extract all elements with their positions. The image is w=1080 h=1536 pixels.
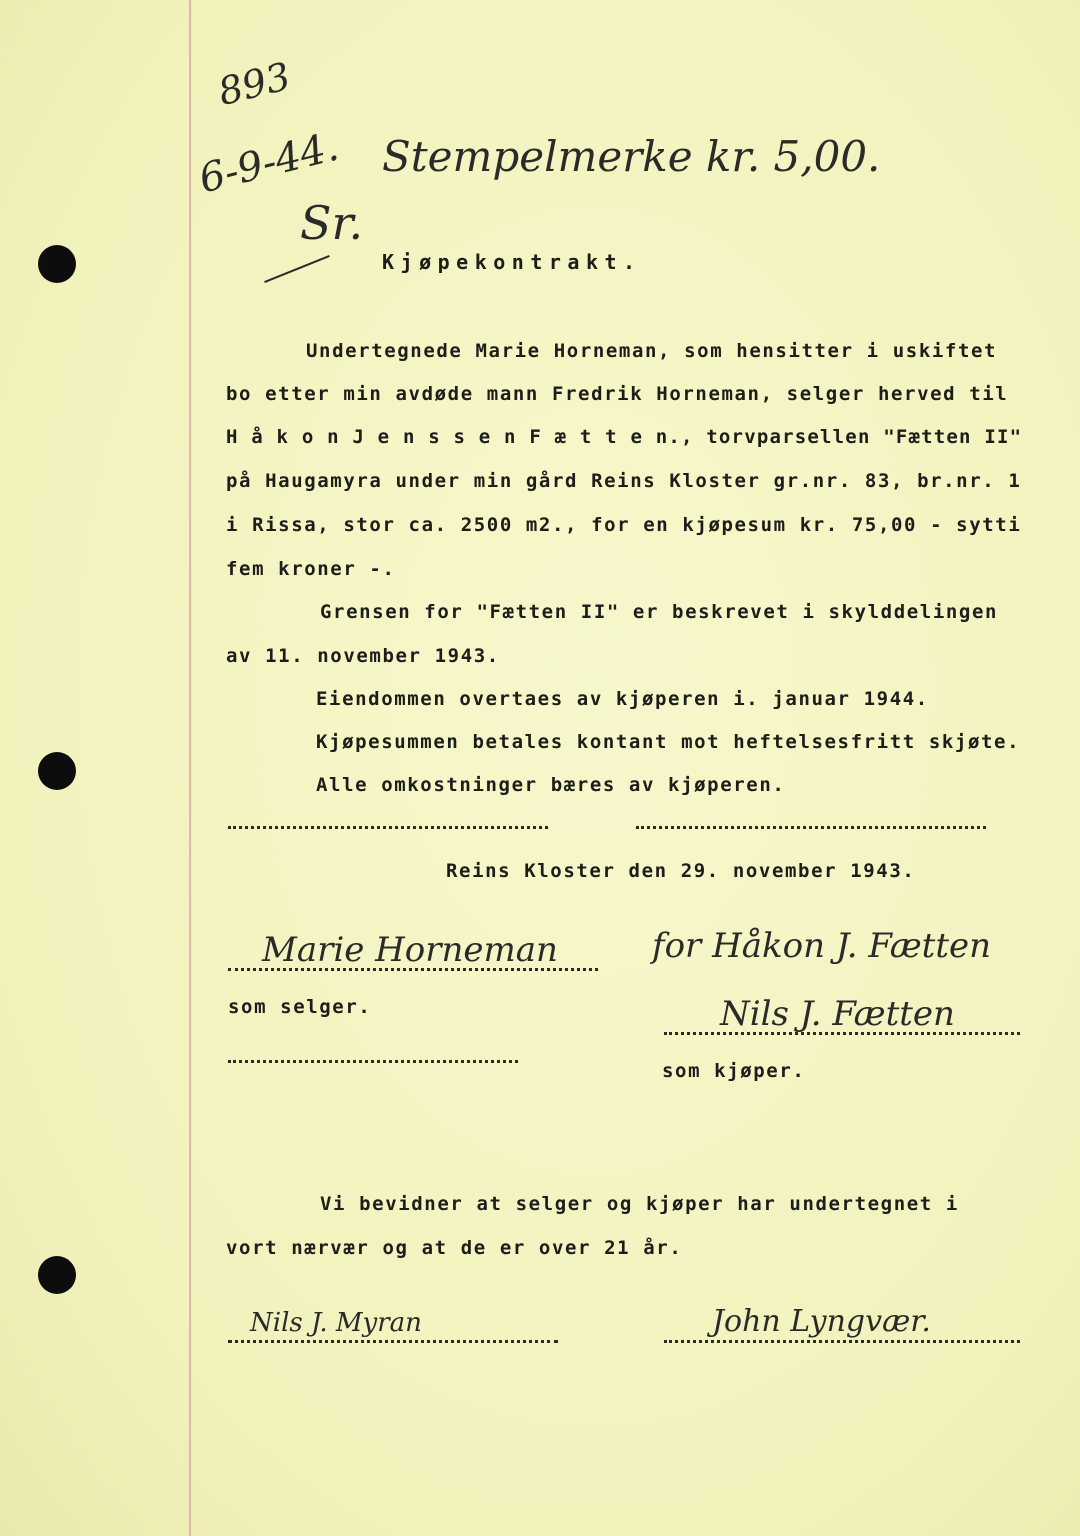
- body-line: Alle omkostninger bæres av kjøperen.: [316, 774, 786, 796]
- punch-hole: [38, 1256, 76, 1294]
- blank-signature-line: [228, 1060, 518, 1063]
- body-line: i Rissa, stor ca. 2500 m2., for en kjøpesum kr. 75,00 - sytti: [226, 514, 1022, 536]
- body-line: Undertegnede Marie Horneman, som hensitter i uskiftet: [306, 340, 998, 362]
- place-date: Reins Kloster den 29. november 1943.: [446, 860, 916, 882]
- body-line: på Haugamyra under min gård Reins Kloster gr.nr. 83, br.nr. 1: [226, 470, 1022, 492]
- buyer-label: som kjøper.: [662, 1060, 806, 1082]
- body-line: Eiendommen overtaes av kjøperen i. januar 1944.: [316, 688, 929, 710]
- witness-line: Vi bevidner at selger og kjøper har undertegnet i: [320, 1193, 959, 1215]
- buyer-signature-proxy: for Håkon J. Fætten: [652, 926, 992, 966]
- separator-dots: [636, 826, 986, 829]
- punch-hole: [38, 752, 76, 790]
- initials-stroke: [264, 255, 330, 283]
- registry-date: 6-9-44.: [194, 123, 344, 203]
- witness-line: vort nærvær og at de er over 21 år.: [226, 1237, 683, 1259]
- witness2-signature: John Lyngvær.: [712, 1304, 931, 1339]
- witness1-line: [228, 1340, 558, 1343]
- witness1-signature: Nils J. Myran: [250, 1308, 422, 1338]
- witness2-line: [664, 1340, 1020, 1343]
- body-line: av 11. november 1943.: [226, 645, 500, 667]
- stamp-note: Stempelmerke kr. 5,00.: [382, 132, 881, 181]
- document-title: Kjøpekontrakt.: [382, 250, 642, 274]
- registry-number: 893: [213, 53, 295, 115]
- seller-label: som selger.: [228, 996, 372, 1018]
- body-line: H å k o n J e n s s e n F æ t t e n., torvparsellen "Fætten II": [226, 426, 1023, 448]
- body-line: fem kroner -.: [226, 558, 396, 580]
- separator-dots: [228, 826, 548, 829]
- margin-rule: [189, 0, 191, 1536]
- seller-signature: Marie Horneman: [262, 930, 558, 970]
- punch-hole: [38, 245, 76, 283]
- body-line: Kjøpesummen betales kontant mot heftelsesfritt skjøte.: [316, 731, 1021, 753]
- body-line: bo etter min avdøde mann Fredrik Horneman, selger herved til: [226, 383, 1009, 405]
- buyer-signature: Nils J. Fætten: [720, 994, 955, 1034]
- body-line: Grensen for "Fætten II" er beskrevet i skylddelingen: [320, 601, 999, 623]
- initials: Sr.: [300, 196, 364, 250]
